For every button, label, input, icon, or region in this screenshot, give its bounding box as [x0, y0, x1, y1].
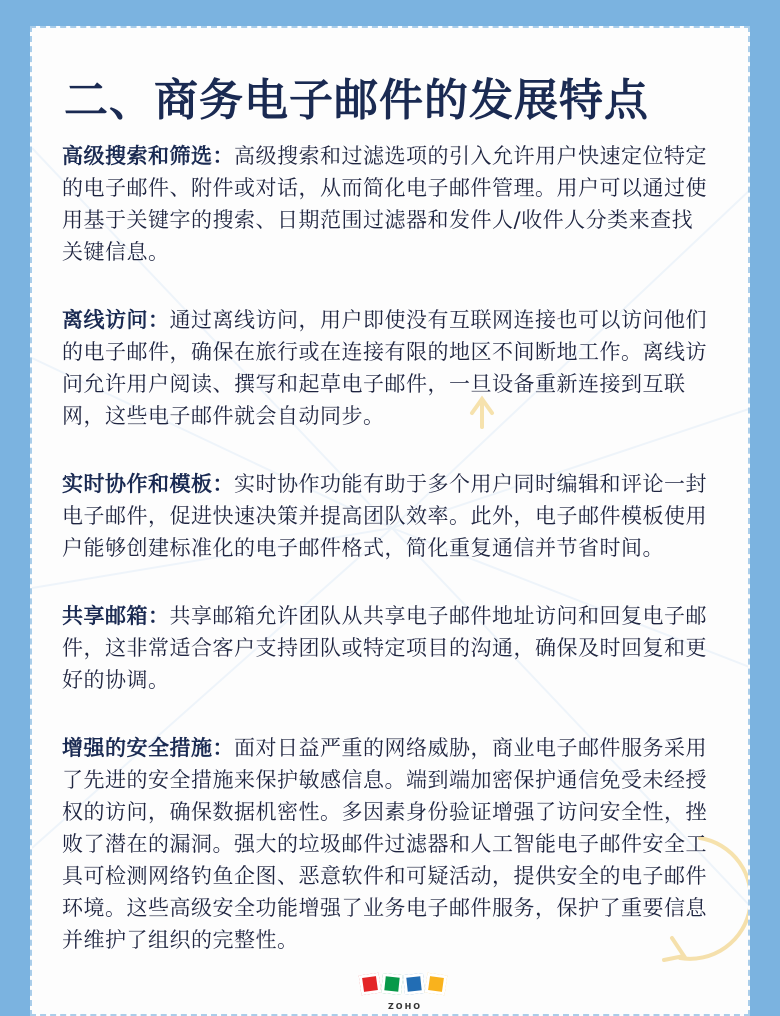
section-term: 共享邮箱：	[62, 604, 170, 628]
section-offline-access	[62, 304, 712, 432]
section-term: 高级搜索和筛选：	[62, 144, 234, 168]
section-text: 通过离线访问，用户即使没有互联网连接也可以访问他们的电子邮件，确保在旅行或在连接有限的地区不间断地工作。离线访问允许用户阅读、撰写和起草电子邮件，一旦设备重新连接到互联网，这些电子邮件就会自动同步。	[62, 308, 707, 428]
logo-square-red	[359, 973, 382, 996]
logo-square-yellow	[425, 973, 448, 996]
section-search-filter	[62, 140, 712, 268]
section-text: 面对日益严重的网络威胁，商业电子邮件服务采用了先进的安全措施来保护敏感信息。端到端加密保护通信免受未经授权的访问，确保数据机密性。多因素身份验证增强了访问安全性，挫败了潜在的漏洞。强大的垃圾邮件过滤器和人工智能电子邮件安全工具可检测网络钓鱼企图、恶意软件和可疑活动，提供安全的电子邮件环境。这些高级安全功能增强了业务电子邮件服务，保护了重要信息并维护了组织的完整性。	[62, 736, 707, 952]
logo-text: ZOHO	[388, 1002, 423, 1011]
section-shared-mailbox	[62, 600, 712, 696]
section-text: 共享邮箱允许团队从共享电子邮件地址访问和回复电子邮件，这非常适合客户支持团队或特定项目的沟通，确保及时回复和更好的协调。	[62, 604, 707, 692]
section-text: 高级搜索和过滤选项的引入允许用户快速定位特定的电子邮件、附件或对话，从而简化电子邮件管理。用户可以通过使用基于关键字的搜索、日期范围过滤器和发件人/收件人分类来查找关键信息。	[62, 144, 707, 264]
section-term: 增强的安全措施：	[62, 736, 234, 760]
section-security	[62, 732, 712, 956]
section-term: 实时协作和模板：	[62, 472, 234, 496]
page-title: 二、商务电子邮件的发展特点	[64, 75, 649, 126]
section-realtime-collaboration	[62, 468, 712, 564]
section-text: 实时协作功能有助于多个用户同时编辑和评论一封电子邮件，促进快速决策并提高团队效率。此外，电子邮件模板使用户能够创建标准化的电子邮件格式，简化重复通信并节省时间。	[62, 472, 707, 560]
sections	[62, 140, 712, 992]
logo-square-green	[381, 973, 403, 995]
logo-square-blue	[403, 973, 425, 995]
zoho-logo	[354, 972, 454, 1016]
section-term: 离线访问：	[62, 308, 170, 332]
content-card	[30, 26, 750, 1016]
